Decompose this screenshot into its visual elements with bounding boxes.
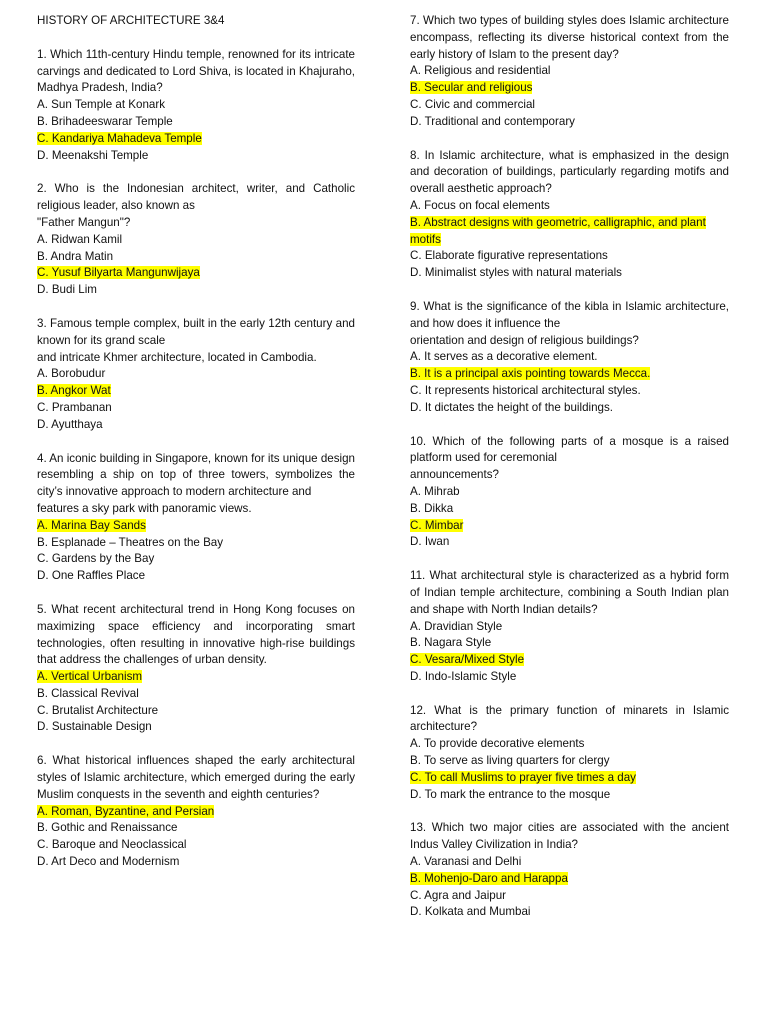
option-b: B. Dikka — [410, 501, 454, 515]
option-d: D. Kolkata and Mumbai — [410, 905, 531, 919]
question-text: 9. What is the significance of the kibla in Islamic architecture, and how does it influence the orientation and design of religious buildings? — [410, 299, 729, 347]
question-text: 7. Which two types of building styles does Islamic architecture encompass, reflecting its diverse historical context from the early history of Islam to the present day? — [410, 14, 729, 61]
option-a: A. Borobudur — [37, 367, 106, 381]
question-text: 4. An iconic building in Singapore, known for its unique design resembling a ship on top of three towers, symbolizes the city’s innovative approach to modern architecture and features a sky park with panoramic views. — [37, 451, 355, 515]
option-b: B. Classical Revival — [37, 686, 139, 700]
question-text: 6. What historical influences shaped the early architectural styles of Islamic architecture, which emerged during the early Muslim conquests in the seventh and eighth centuries? — [37, 754, 355, 801]
question-text: 12. What is the primary function of minarets in Islamic architecture? — [410, 703, 729, 734]
option-c: C. Baroque and Neoclassical — [37, 838, 187, 852]
question-list-left — [37, 47, 355, 871]
option-c: C. Brutalist Architecture — [37, 703, 159, 717]
question-4 — [37, 451, 355, 585]
option-b: B. Esplanade – Theatres on the Bay — [37, 535, 224, 549]
option-c: C. Agra and Jaipur — [410, 888, 507, 902]
question-list-right — [410, 13, 729, 921]
question-11 — [410, 568, 729, 686]
option-d: D. Traditional and contemporary — [410, 114, 575, 128]
option-b-answer: B. Secular and religious — [410, 81, 533, 95]
option-b: B. Brihadeeswarar Temple — [37, 114, 173, 128]
option-c: C. Gardens by the Bay — [37, 552, 155, 566]
question-text: 3. Famous temple complex, built in the early 12th century and known for its grand scale and intricate Khmer architecture, located in Cambodia. — [37, 316, 355, 364]
option-a: A. Religious and residential — [410, 64, 551, 78]
option-a: A. Sun Temple at Konark — [37, 98, 166, 112]
question-9 — [410, 299, 729, 417]
option-a: A. Mihrab — [410, 484, 460, 498]
left-column — [37, 13, 355, 888]
option-d: D. It dictates the height of the buildings. — [410, 400, 614, 414]
option-d: D. To mark the entrance to the mosque — [410, 787, 611, 801]
option-d: D. Sustainable Design — [37, 720, 152, 734]
option-d: D. Minimalist styles with natural materials — [410, 266, 622, 280]
question-13 — [410, 820, 729, 921]
option-c-answer: C. Mimbar — [410, 518, 464, 532]
option-c: C. It represents historical architectural styles. — [410, 383, 641, 397]
option-c-answer: C. Vesara/Mixed Style — [410, 653, 525, 667]
option-a: A. Ridwan Kamil — [37, 232, 123, 246]
question-text: 8. In Islamic architecture, what is emphasized in the design and decoration of buildings, particularly regarding motifs and overall aesthetic approach? — [410, 148, 729, 196]
option-d: D. Art Deco and Modernism — [37, 855, 180, 869]
option-d: D. Iwan — [410, 535, 450, 549]
question-10 — [410, 434, 729, 552]
option-c-answer: C. Kandariya Mahadeva Temple — [37, 131, 202, 145]
question-text: 2. Who is the Indonesian architect, writer, and Catholic religious leader, also known as "Father Mangun"? — [37, 182, 355, 229]
option-a: A. Varanasi and Delhi — [410, 855, 522, 869]
option-b-answer: B. Mohenjo-Daro and Harappa — [410, 871, 568, 885]
right-column — [410, 13, 729, 938]
option-b-answer: B. It is a principal axis pointing towards Mecca. — [410, 367, 651, 381]
option-a: A. To provide decorative elements — [410, 737, 585, 751]
option-d: D. Meenakshi Temple — [37, 148, 149, 162]
option-c: C. Elaborate figurative representations — [410, 249, 608, 263]
option-a: A. Dravidian Style — [410, 619, 503, 633]
option-a: A. Focus on focal elements — [410, 198, 550, 212]
option-a-answer: A. Vertical Urbanism — [37, 670, 143, 684]
question-6 — [37, 753, 355, 871]
question-text: 13. Which two major cities are associated with the ancient Indus Valley Civilization in India? — [410, 821, 729, 852]
option-d: D. Ayutthaya — [37, 417, 103, 431]
document-title: HISTORY OF ARCHITECTURE 3&4 — [37, 14, 225, 27]
question-2 — [37, 181, 355, 299]
question-text: 1. Which 11th-century Hindu temple, renowned for its intricate carvings and dedicated to Lord Shiva, is located in Khajuraho, Madhya Pradesh, India? — [37, 47, 355, 95]
option-c-answer: C. To call Muslims to prayer five times a day — [410, 770, 636, 784]
option-b: B. Gothic and Renaissance — [37, 821, 178, 835]
question-text: 11. What architectural style is characterized as a hybrid form of Indian temple architecture, combining a South Indian plan and shape with North Indian details? — [410, 569, 729, 616]
option-b: B. Andra Matin — [37, 249, 114, 263]
option-c-answer: C. Yusuf Bilyarta Mangunwijaya — [37, 266, 200, 280]
question-12 — [410, 703, 729, 804]
question-1 — [37, 47, 355, 165]
option-c: C. Civic and commercial — [410, 97, 535, 111]
option-b: B. To serve as living quarters for clergy — [410, 754, 610, 768]
option-b: B. Nagara Style — [410, 636, 492, 650]
question-8 — [410, 148, 729, 282]
question-7 — [410, 13, 729, 131]
option-a: A. It serves as a decorative element. — [410, 350, 598, 364]
option-a-answer: A. Roman, Byzantine, and Persian — [37, 804, 215, 818]
option-d: D. Budi Lim — [37, 283, 97, 297]
question-text: 5. What recent architectural trend in Hong Kong focuses on maximizing space efficiency and incorporating smart technologies, often resulting in innovative high-rise buildings that address the challenges of urban density. — [37, 602, 355, 667]
question-text: 10. Which of the following parts of a mosque is a raised platform used for ceremonial announcements? — [410, 434, 729, 482]
option-a-answer: A. Marina Bay Sands — [37, 518, 146, 532]
option-b-answer: B. Angkor Wat — [37, 384, 111, 398]
question-3 — [37, 316, 355, 434]
option-b-answer: B. Abstract designs with geometric, calligraphic, and plant motifs — [410, 215, 706, 246]
option-d: D. One Raffles Place — [37, 569, 146, 583]
option-c: C. Prambanan — [37, 400, 112, 414]
option-d: D. Indo-Islamic Style — [410, 669, 517, 683]
question-5 — [37, 602, 355, 736]
